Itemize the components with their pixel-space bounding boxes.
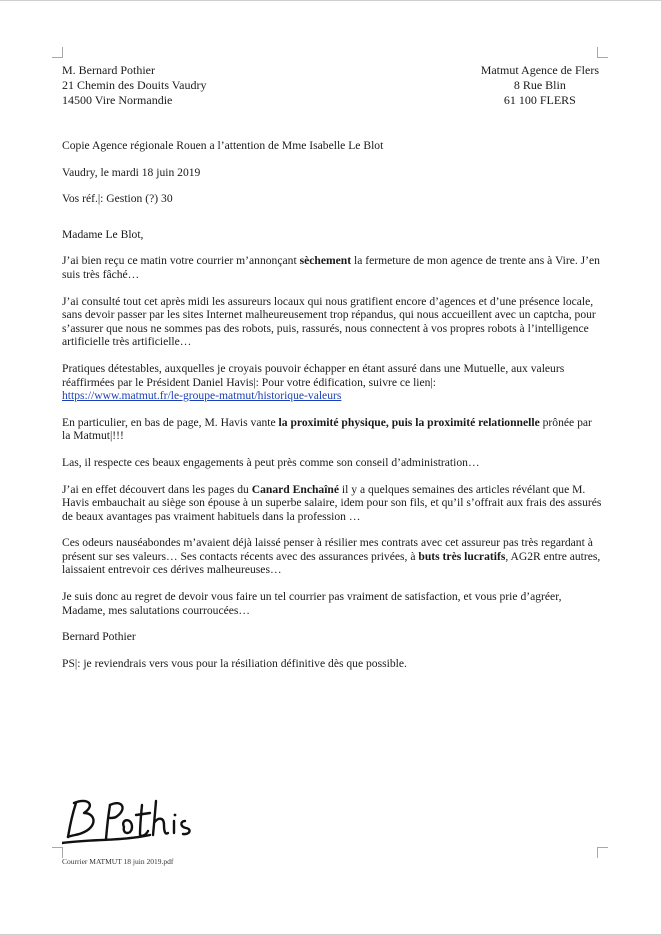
paragraph-7: Ces odeurs nauséabondes m’avaient déjà laissé penser à résilier mes contrats avec cet assureur pas très regardant à présent sur ses valeurs… Ses contacts récents avec des assurances privées, à buts très lucratifs, AG2R entre autres, laissaient entrevoir ces dérives malheureuses… [62, 536, 601, 577]
closing-name: Bernard Pothier [62, 630, 136, 644]
valeurs-link[interactable]: https://www.matmut.fr/le-groupe-matmut/historique-valeurs [62, 389, 342, 403]
paragraph-3: Pratiques détestables, auxquelles je croyais pouvoir échapper en étant assuré dans une Mutuelle, aux valeurs réaffirmées par le Président Daniel Havis|: Pour votre édification, suivre ce lien|: https://www.matmut.fr/le-groupe-matmut/historique-valeurs [62, 361, 565, 403]
sender-city: 14500 Vire Normandie [62, 93, 173, 107]
salutation: Madame Le Blot, [62, 227, 144, 241]
reference-line: Vos réf.|: Gestion (?) 30 [62, 192, 173, 206]
handwritten-signature [62, 791, 202, 846]
letter-body [62, 139, 602, 683]
margin-mark-top-right [597, 47, 608, 58]
paragraph-8: Je suis donc au regret de devoir vous faire un tel courrier pas vraiment de satisfaction, et vous prie d’agréer, Madame, mes salutations courroucées… [62, 590, 562, 617]
margin-mark-bottom-right [597, 847, 608, 858]
copy-line: Copie Agence régionale Rouen a l’attention de Mme Isabelle Le Blot [62, 139, 384, 152]
date-line: Vaudry, le mardi 18 juin 2019 [62, 165, 201, 179]
paragraph-1: J’ai bien reçu ce matin votre courrier m’annonçant sèchement la fermeture de mon agence de trente ans à Vire. J’en suis très fâché… [62, 254, 600, 281]
postscript: PS|: je reviendrais vers vous pour la résiliation définitive dès que possible. [62, 656, 407, 670]
paragraph-5: Las, il respecte ces beaux engagements à peut près comme son conseil d’administration… [62, 455, 480, 469]
recipient-address [481, 63, 599, 108]
sender-address [62, 63, 206, 108]
recipient-city: 61 100 FLERS [503, 93, 576, 107]
recipient-name: Matmut Agence de Flers [480, 63, 599, 77]
recipient-street: 8 Rue Blin [513, 78, 566, 92]
paragraph-6: J’ai en effet découvert dans les pages du Canard Enchaîné il y a quelques semaines des articles révélant que M. Havis embauchait au siège son épouse à un superbe salaire, idem pour son fils, et qu’il s’offrait aux frais des assurés de beaux avantages pas vraiment habituels dans la profession … [62, 482, 602, 523]
file-name-footer: Courrier MATMUT 18 juin 2019.pdf [62, 857, 174, 866]
sender-name: M. Bernard Pothier [62, 63, 155, 77]
margin-mark-top-left [52, 47, 63, 58]
paragraph-4: En particulier, en bas de page, M. Havis vante la proximité physique, puis la proximité relationnelle prônée par la Matmut|!!! [62, 415, 592, 443]
sender-street: 21 Chemin des Douits Vaudry [62, 78, 207, 92]
paragraph-2: J’ai consulté tout cet après midi les assureurs locaux qui nous gratifient encore d’agences et d’une présence locale, sans devoir passer par les sites Internet malheureusement trop répandus, qui nous accueillent avec un captcha, pour s’assurer que nous ne sommes pas des robots, puis, rassurés, nous connectent à vos propres robots à l’intelligence artificielle très artificielle… [62, 294, 596, 349]
